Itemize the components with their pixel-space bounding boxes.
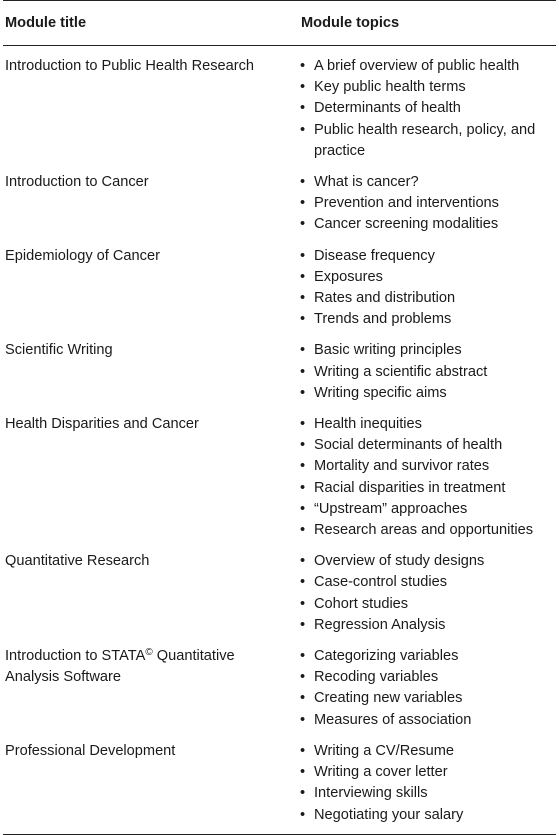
module-title: Quantitative Research <box>5 553 150 570</box>
topic-item: • Key public health terms <box>299 77 556 98</box>
module-title-text-cont: Quantitative Analysis Software <box>5 648 235 686</box>
topic-list <box>299 340 556 404</box>
topic-item: • Racial disparities in treatment <box>299 478 556 499</box>
topic-item: • Overview of study designs <box>299 551 556 572</box>
topic-item: • Case-control studies <box>299 572 556 593</box>
topic-item: • Exposures <box>299 267 556 288</box>
topic-item: • Negotiating your salary <box>299 805 556 826</box>
module-topics <box>299 545 556 640</box>
topic-item: • Cancer screening modalities <box>299 214 556 235</box>
topic-item: • Interviewing skills <box>299 783 556 804</box>
topic-item: • Determinants of health <box>299 98 556 119</box>
module-title-text: Introduction to STATA <box>5 648 146 665</box>
header-module-topics: Module topics <box>299 1 556 46</box>
header-module-title: Module title <box>3 1 299 46</box>
module-topics <box>299 240 556 335</box>
module-topics <box>299 46 556 167</box>
topic-list <box>299 646 556 731</box>
table-row <box>3 408 556 545</box>
topic-item: • “Upstream” approaches <box>299 499 556 520</box>
topic-item: • Writing a CV/Resume <box>299 741 556 762</box>
topic-item: • Regression Analysis <box>299 615 556 636</box>
topic-item: • Writing a cover letter <box>299 762 556 783</box>
module-title: Introduction to Public Health Research <box>5 58 255 74</box>
table-row <box>3 735 556 834</box>
topic-item: • Trends and problems <box>299 309 556 330</box>
module-table <box>3 0 556 835</box>
module-topics <box>299 166 556 240</box>
module-topics <box>299 334 556 408</box>
module-title: Professional Development <box>3 735 299 834</box>
table-body <box>3 46 556 835</box>
topic-item: • Rates and distribution <box>299 288 556 309</box>
topic-list <box>299 551 556 636</box>
module-topics <box>299 735 556 834</box>
table-header <box>3 1 556 46</box>
module-title: Scientific Writing <box>5 342 113 359</box>
module-title <box>3 640 299 735</box>
topic-list <box>299 56 556 162</box>
topic-item: • A brief overview of public health <box>299 56 556 77</box>
copyright-symbol: © <box>145 647 153 659</box>
table-row <box>3 166 556 240</box>
topic-list <box>299 741 556 826</box>
topic-item: • Recoding variables <box>299 667 556 688</box>
topic-list <box>299 414 556 541</box>
topic-list <box>299 172 556 236</box>
module-title: Epidemiology of Cancer <box>5 247 160 264</box>
topic-item: • Creating new variables <box>299 688 556 709</box>
table-row <box>3 46 556 167</box>
module-title: Health Disparities and Cancer <box>5 416 199 433</box>
table-row <box>3 334 556 408</box>
table-row <box>3 545 556 640</box>
topic-item: • Categorizing variables <box>299 646 556 667</box>
topic-item: • Measures of association <box>299 710 556 731</box>
topic-item: • Public health research, policy, and practice <box>299 120 556 162</box>
topic-item: • Health inequities <box>299 414 556 435</box>
topic-item: • Social determinants of health <box>299 435 556 456</box>
module-topics <box>299 408 556 545</box>
topic-item: • Cohort studies <box>299 594 556 615</box>
table-row <box>3 640 556 735</box>
table-row <box>3 240 556 335</box>
topic-item: • Mortality and survivor rates <box>299 456 556 477</box>
header-row <box>3 1 556 46</box>
topic-item: • What is cancer? <box>299 172 556 193</box>
topic-item: • Research areas and opportunities <box>299 520 556 541</box>
module-title: Introduction to Cancer <box>5 174 149 191</box>
topic-item: • Disease frequency <box>299 246 556 267</box>
topic-list <box>299 246 556 331</box>
topic-item: • Writing a scientific abstract <box>299 362 556 383</box>
topic-item: • Prevention and interventions <box>299 193 556 214</box>
module-topics <box>299 640 556 735</box>
topic-item: • Writing specific aims <box>299 383 556 404</box>
topic-item: • Basic writing principles <box>299 340 556 361</box>
